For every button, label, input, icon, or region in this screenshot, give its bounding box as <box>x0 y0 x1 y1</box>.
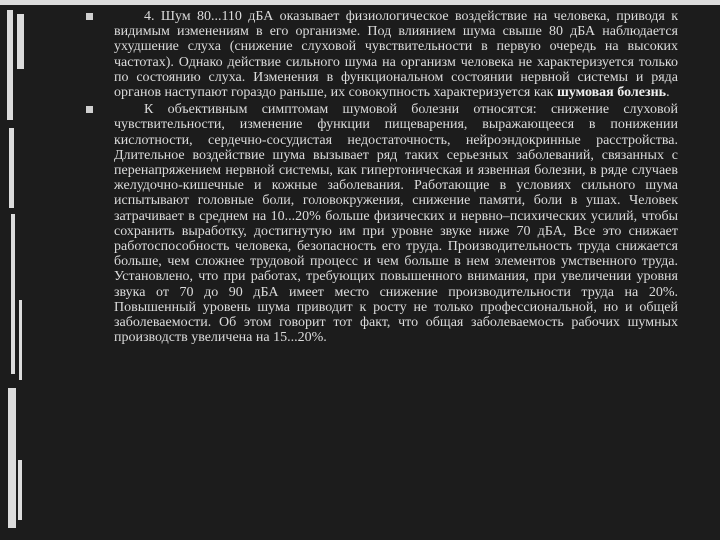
side-decorative-bar <box>9 128 14 208</box>
side-decorative-bar <box>19 300 22 380</box>
slide-content <box>86 9 678 347</box>
side-decorative-bar <box>11 214 15 374</box>
side-decorative-bar <box>18 460 22 520</box>
paragraph-text: 4. Шум 80...110 дБА оказывает физиологическое воздействие на человека, приводя к видимым изменениям в его организме. Под влиянием шума свыше 80 дБА наблюдается ухудшение слуха (снижение слуховой чувствительности в первую очередь на высоких частотах). Однако действие сильного шума на организм человека не характеризуется только по состоянию слуха. Изменения в функциональном состоянии нервной системы и ряда органов наступают гораздо раньше, их совокупность характеризуется как <box>114 9 678 101</box>
square-bullet-icon <box>86 13 93 20</box>
highlighted-term: шумовая болезнь <box>556 85 667 101</box>
side-decorative-bar <box>17 14 24 69</box>
side-decorative-bar <box>8 388 16 528</box>
paragraph-text: К объективным симптомам шумовой болезни относятся: снижение слуховой чувствительности, изменение функции пищеварения, выражающееся в понижении кислотности, сердечно-сосудистая недостаточность, нейроэндокринные расстройства. Длительное воздействие шума вызывает ряд таких серьезных заболеваний, связанных с перенапряжением нервной системы, как гипертоническая и язвенная болезни, в ряде случаев желудочно-кишечные и кожные заболевания. Работающие в условиях сильного шума испытывают головные боли, головокружения, снижение памяти, боли в ушах. Человек затрачивает в среднем на 10...20% больше физических и нервно–психических усилий, чтобы сохранить выработку, достигнутую им при уровне звуке ниже 70 дБА, Все это снижает работоспособность человека, безопасность его труда. Производительность труда снижается больше, чем сложнее трудовой процесс и чем больше в нем элементов умственного труда. Установлено, что при работах, требующих повышенного внимания, при увеличении уровня звука от 70 до 90 дБА имеет место снижение производительности труда на 20%. Повышенный уровень шума приводит к росту не только профессиональной, но и общей заболеваемости. Об этом говорит тот факт, что общая заболеваемость рабочих шумных производств увеличена на 15...20%. <box>114 102 678 346</box>
paragraph-end: . <box>666 85 670 101</box>
side-decorative-bar <box>7 10 13 120</box>
top-decorative-bar <box>0 0 720 5</box>
paragraph-noise-effects <box>86 9 678 100</box>
paragraph-noise-disease-symptoms <box>86 102 678 345</box>
square-bullet-icon <box>86 106 93 113</box>
